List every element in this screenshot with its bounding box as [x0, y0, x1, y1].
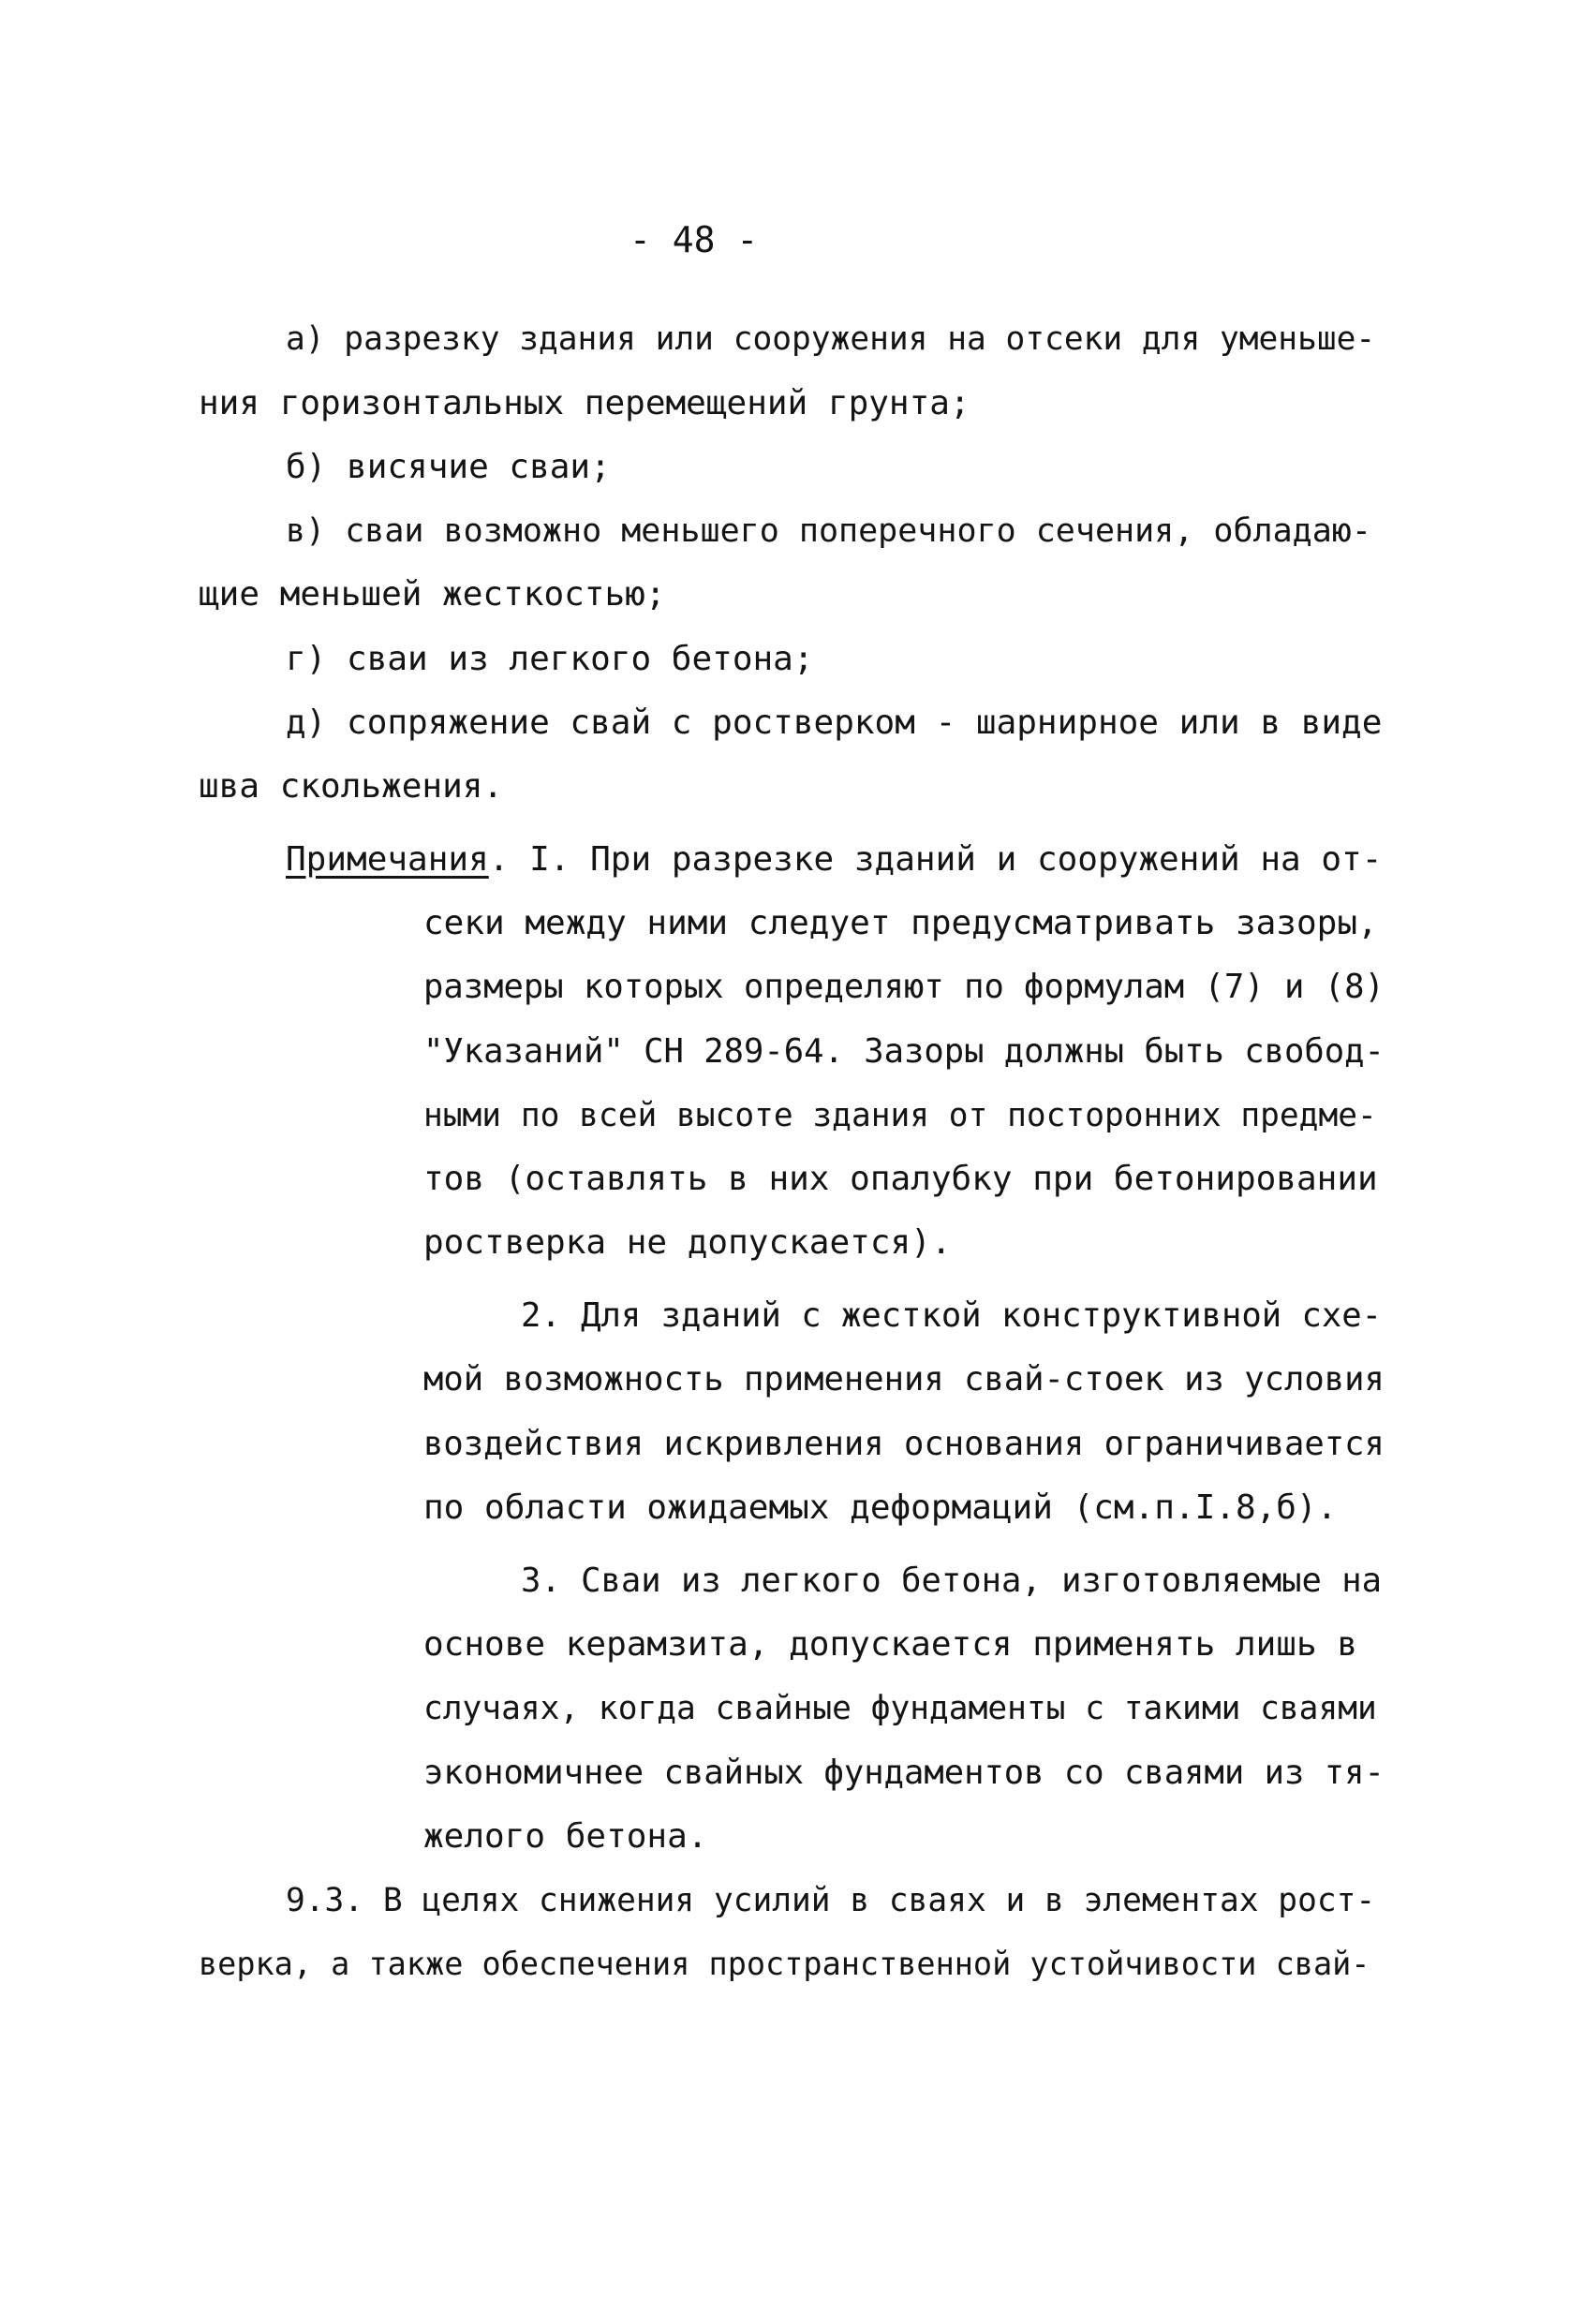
item-d-line-1: д) сопряжение свай с ростверком - шарнирное или в виде: [286, 703, 1383, 742]
item-v-line-2: щие меньшей жесткостью;: [199, 575, 666, 614]
item-b-line-1: б) висячие сваи;: [286, 448, 611, 486]
note-3-line-5: желого бетона.: [423, 1817, 708, 1856]
note-2-line-3: воздействия искривления основания ограничивается: [423, 1425, 1385, 1463]
note-3-line-4: экономичнее свайных фундаментов со сваями из тя-: [423, 1754, 1385, 1792]
item-d-line-2: шва скольжения.: [199, 767, 504, 806]
item-a-line-2: ния горизонтальных перемещений грунта;: [199, 384, 970, 422]
item-g-line-1: г) сваи из легкого бетона;: [286, 640, 814, 678]
page-number: - 48 -: [629, 219, 759, 260]
note-1-line-7: ростверка не допускается).: [423, 1223, 952, 1262]
note-1-line-4: "Указаний" СН 289-64. Зазоры должны быть свобод-: [423, 1032, 1385, 1071]
note-2-line-4: по области ожидаемых деформаций (см.п.I.8,б).: [423, 1488, 1338, 1527]
note-3-line-3: случаях, когда свайные фундаменты с такими сваями: [423, 1690, 1377, 1727]
note-2-line-1: 2. Для зданий с жесткой конструктивной схе-: [521, 1296, 1383, 1335]
note-3-line-2: основе керамзита, допускается применять лишь в: [423, 1625, 1357, 1664]
item-v-line-1: в) сваи возможно меньшего поперечного сечения, обладаю-: [286, 512, 1371, 550]
section-9-3-line-2: верка, а также обеспечения пространственной устойчивости свай-: [199, 1946, 1370, 1982]
note-1-line-2: секи между ними следует предусматривать зазоры,: [423, 904, 1378, 942]
notes-heading-line: [286, 839, 1382, 881]
note-1-line-6: тов (оставлять в них опалубку при бетонировании: [423, 1160, 1378, 1198]
note-3-line-1: 3. Сваи из легкого бетона, изготовляемые на: [521, 1562, 1383, 1600]
note-1-line-5: ными по всей высоте здания от посторонних предме-: [423, 1097, 1377, 1134]
notes-heading: Примечания: [286, 840, 489, 879]
note-2-line-2: мой возможность применения свай-стоек из условия: [423, 1360, 1385, 1399]
note-1-lead: . I. При разрезке зданий и сооружений на от-: [488, 840, 1383, 879]
section-9-3-line-1: 9.3. В целях снижения усилий в сваях и в элементах рост-: [286, 1882, 1376, 1919]
note-1-line-3: размеры которых определяют по формулам (7) и (8): [423, 968, 1385, 1006]
item-a-line-1: а) разрезку здания или сооружения на отсеки для уменьше-: [286, 320, 1376, 358]
